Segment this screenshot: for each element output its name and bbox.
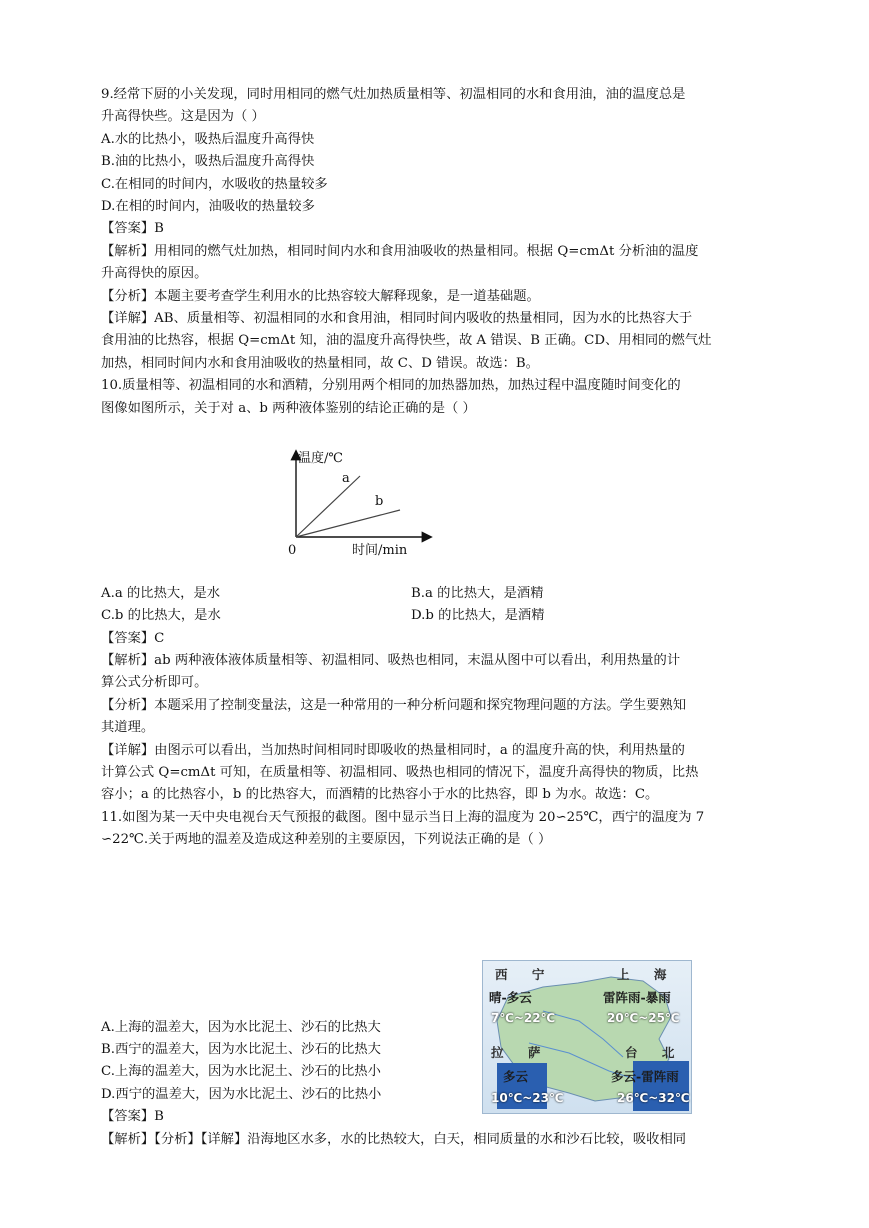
q10-option-a: A.a 的比热大，是水 <box>101 586 221 601</box>
q11-option-a: A.上海的温差大，因为水比泥土、沙石的比热大 <box>101 1020 381 1035</box>
q9-analysis-line-1: 【解析】用相同的燃气灶加热，相同时间内水和食用油吸收的热量相同。根据 Q=cmΔt 分析油的温度 <box>101 244 699 259</box>
q9-answer: 【答案】B <box>101 221 164 236</box>
line-a <box>296 476 360 537</box>
q10-detail-line-2: 计算公式 Q=cmΔt 可知，在质量相等、初温相同、吸热也相同的情况下，温度升高得快的物质，比热 <box>101 765 699 780</box>
y-axis-label: 温度/℃ <box>298 451 343 466</box>
xining-weather-label: 晴-多云 <box>489 990 532 1005</box>
shanghai-weather-label: 雷阵雨-暴雨 <box>603 990 671 1005</box>
q9-option-c: C.在相同的时间内，水吸收的热量较多 <box>101 177 328 192</box>
q10-stem-line-1: 10.质量相等、初温相同的水和酒精，分别用两个相同的加热器加热，加热过程中温度随时间变化的 <box>101 378 681 393</box>
q9-remark: 【分析】本题主要考查学生利用水的比热容较大解释现象，是一道基础题。 <box>101 289 540 304</box>
q9-detail-line-1: 【详解】AB、质量相等、初温相同的水和食用油，相同时间内吸收的热量相同，因为水的比热容大于 <box>101 311 693 326</box>
taipei-temp-label: 26℃~32℃ <box>617 1091 690 1105</box>
q10-answer: 【答案】C <box>101 631 165 646</box>
q11-answer: 【答案】B <box>101 1109 164 1124</box>
q10-option-c: C.b 的比热大，是水 <box>101 608 221 623</box>
q11-stem-line-2: ∽22℃.关于两地的温差及造成这种差别的主要原因，下列说法正确的是（ ） <box>101 832 552 847</box>
line-a-label: a <box>342 471 350 486</box>
q10-remark-line-2: 其道理。 <box>101 720 155 735</box>
line-b-label: b <box>375 494 384 509</box>
line-b <box>296 510 400 537</box>
q9-analysis-line-2: 升高得快的原因。 <box>101 266 208 281</box>
weather-forecast-map <box>482 960 692 1114</box>
q10-analysis-line-1: 【解析】ab 两种液体液体质量相等、初温相同、吸热也相同，末温从图中可以看出，利用热量的计 <box>101 653 681 668</box>
q9-option-a: A.水的比热小，吸热后温度升高得快 <box>101 132 315 147</box>
q10-option-b: B.a 的比热大，是酒精 <box>411 586 544 601</box>
q9-option-d: D.在相的时间内，油吸收的热量较多 <box>101 199 315 214</box>
q11-option-b: B.西宁的温差大，因为水比泥土、沙石的比热大 <box>101 1042 381 1057</box>
q10-stem-line-2: 图像如图所示，关于对 a、b 两种液体鉴别的结论正确的是（ ） <box>101 401 476 416</box>
lhasa-weather-label: 多云 <box>503 1069 529 1084</box>
origin-label: 0 <box>288 543 297 558</box>
lhasa-city-label: 拉 萨 <box>491 1045 551 1060</box>
shanghai-temp-label: 20℃~25℃ <box>607 1011 680 1025</box>
shanghai-city-label: 上 海 <box>617 967 677 982</box>
q11-stem-line-1: 11.如图为某一天中央电视台天气预报的截图。图中显示当日上海的温度为 20∽25℃，西宁的温度为 7 <box>101 810 705 825</box>
taipei-city-label: 台 北 <box>625 1045 685 1060</box>
q9-detail-line-3: 加热，相同时间内水和食用油吸收的热量相同，故 C、D 错误。故选：B。 <box>101 356 539 371</box>
q10-detail-line-1: 【详解】由图示可以看出，当加热时间相同时即吸收的热量相同时，a 的温度升高的快，利用热量的 <box>101 743 685 758</box>
lhasa-temp-label: 10℃~23℃ <box>491 1091 564 1105</box>
q11-option-c: C.上海的温差大，因为水比泥土、沙石的比热小 <box>101 1064 381 1079</box>
q10-analysis-line-2: 算公式分析即可。 <box>101 675 208 690</box>
q9-option-b: B.油的比热小，吸热后温度升高得快 <box>101 154 315 169</box>
q11-explanation-line-1: 【解析】【分析】【详解】沿海地区水多，水的比热较大，白天，相同质量的水和沙石比较，吸收相同 <box>101 1132 687 1147</box>
q11-option-d: D.西宁的温差大，因为水比泥土、沙石的比热小 <box>101 1087 382 1102</box>
q10-remark-line-1: 【分析】本题采用了控制变量法，这是一种常用的一种分析问题和探究物理问题的方法。学生要熟知 <box>101 698 687 713</box>
q10-option-d: D.b 的比热大，是酒精 <box>411 608 545 623</box>
xining-temp-label: 7℃~22℃ <box>491 1011 556 1025</box>
q9-detail-line-2: 食用油的比热容，根据 Q=cmΔt 知，油的温度升高得快些，故 A 错误、B 正确。CD、用相同的燃气灶 <box>101 333 712 348</box>
q9-stem-line-2: 升高得快些。这是因为（ ） <box>101 109 265 124</box>
x-axis-label: 时间/min <box>352 543 408 558</box>
xining-city-label: 西 宁 <box>495 967 555 982</box>
temperature-time-graph <box>280 440 440 565</box>
q10-detail-line-3: 容小；a 的比热容小，b 的比热容大，而酒精的比热容小于水的比热容，即 b 为水。故选：C。 <box>101 787 659 802</box>
q9-stem-line-1: 9.经常下厨的小关发现，同时用相同的燃气灶加热质量相等、初温相同的水和食用油，油的温度总是 <box>101 87 686 102</box>
taipei-weather-label: 多云-雷阵雨 <box>611 1069 679 1084</box>
